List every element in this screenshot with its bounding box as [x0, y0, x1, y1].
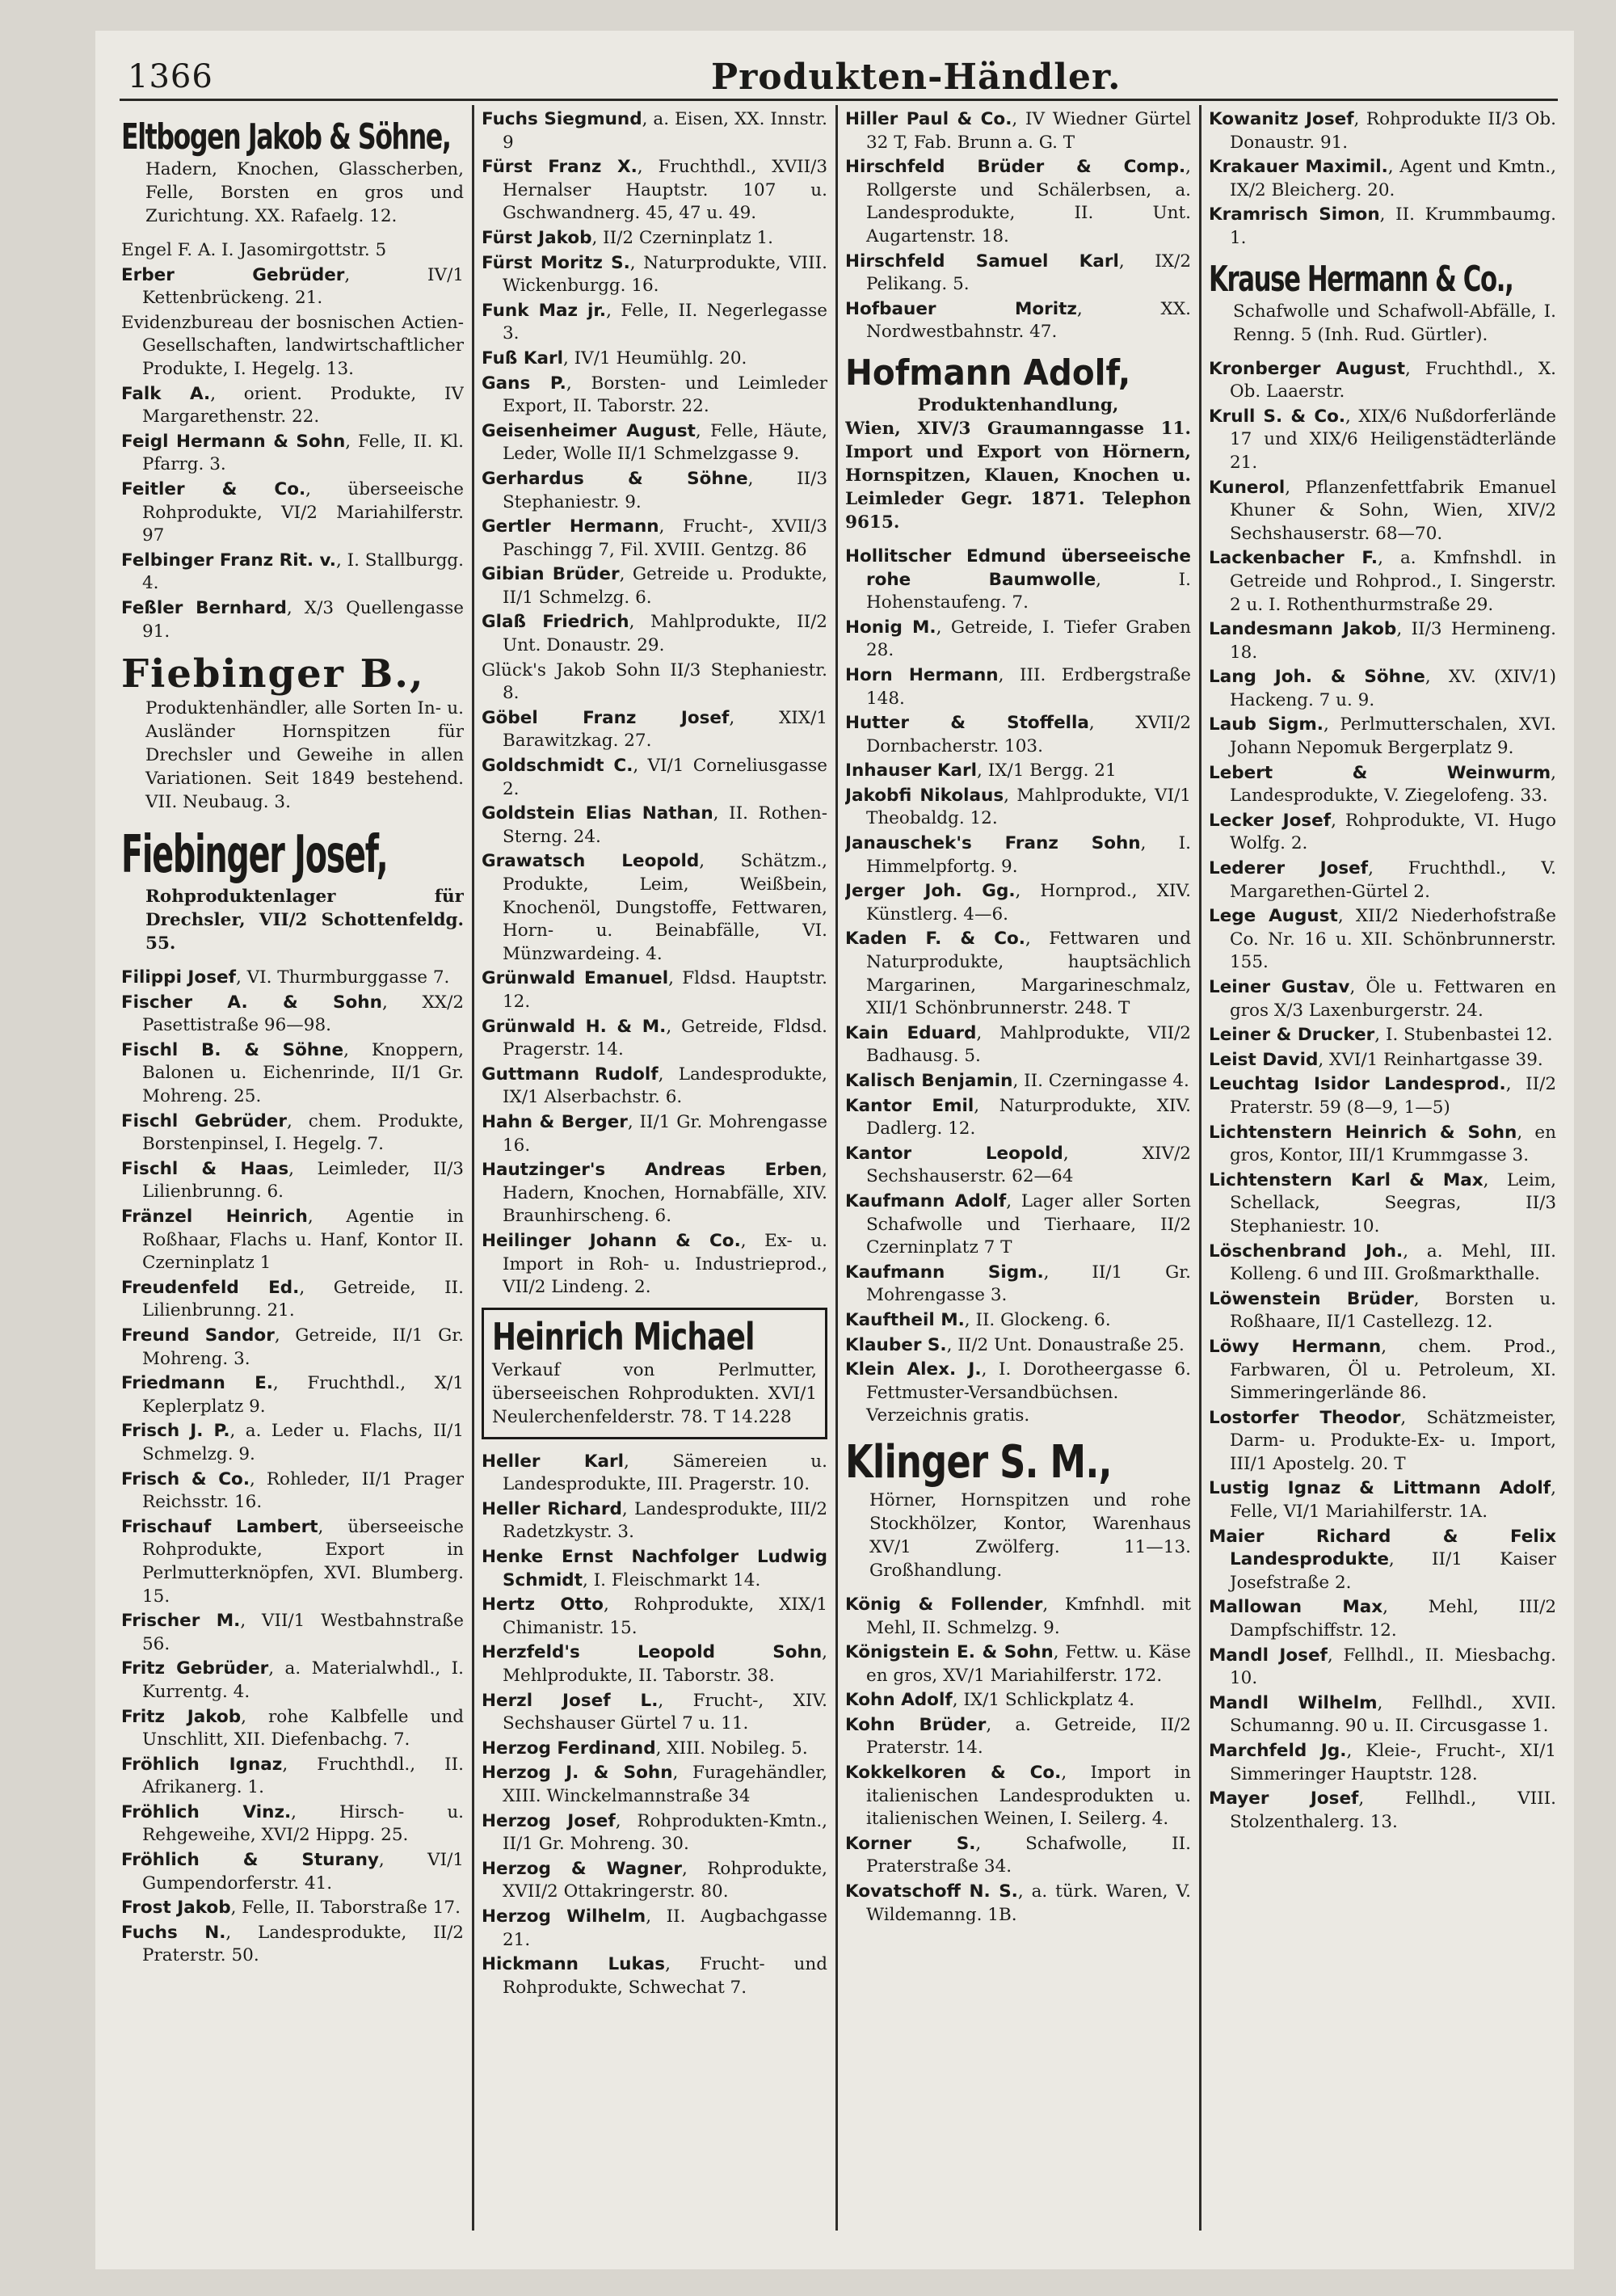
ad-fiebinger-b — [121, 651, 464, 814]
list-item: Fürst Jakob, II/2 Czerninplatz 1. — [482, 227, 774, 248]
list-item: Lebert & Weinwurm, Landesprodukte, V. Ziegelofeng. 33. — [1209, 762, 1556, 807]
list-item: Fröhlich & Sturany, VI/1 Gumpendorferstr. 41. — [121, 1850, 464, 1894]
list-item: Mandl Josef, Fellhdl., II. Miesbachg. 10. — [1209, 1645, 1556, 1689]
list-item: Falk A., orient. Produkte, IV Margarethenstr. 22. — [121, 383, 464, 428]
list-item: Mallowan Max, Mehl, III/2 Dampfschiffstr. 12. — [1209, 1597, 1556, 1641]
list-item: Lederer Josef, Fruchthdl., V. Margarethen-Gürtel 2. — [1209, 858, 1556, 902]
list-item: Maier Richard & Felix Landesprodukte, II/1 Kaiser Josefstraße 2. — [1209, 1526, 1556, 1593]
list-item: Guttmann Rudolf, Landesprodukte, IX/1 Alserbachstr. 6. — [482, 1064, 827, 1108]
list-item: Löwenstein Brüder, Borsten u. Roßhaare, II/1 Castellezg. 12. — [1209, 1288, 1556, 1333]
entry-list — [482, 1451, 827, 2000]
ad-name: Fiebinger Josef, — [121, 825, 388, 886]
ad-name: Hofmann Adolf, — [845, 352, 1131, 394]
list-item: Frisch J. P., a. Leder u. Flachs, II/1 Schmelzg. 9. — [121, 1421, 464, 1464]
list-item: Jakobfi Nikolaus, Mahlprodukte, VI/1 Theobaldg. 12. — [845, 785, 1191, 829]
entry-list — [482, 108, 827, 1300]
list-item: Gans P., Borsten- und Leimleder Export, II. Taborstr. 22. — [482, 373, 827, 417]
ad-name: Eltbogen Jakob & Söhne, — [121, 116, 451, 158]
list-item: Hofbauer Moritz, XX. Nordwestbahnstr. 47. — [845, 298, 1191, 343]
list-item: Felbinger Franz Rit. v., I. Stallburgg. 4. — [121, 550, 464, 594]
list-item: Kohn Brüder, a. Getreide, II/2 Praterstr. 14. — [845, 1714, 1191, 1759]
list-item: Hollitscher Edmund überseeische rohe Baumwolle, I. Hohenstaufeng. 7. — [845, 546, 1191, 613]
list-item: Hertz Otto, Rohprodukte, XIX/1 Chimanistr. 15. — [482, 1595, 827, 1638]
ad-fiebinger-j — [121, 825, 464, 955]
ad-body: Hörner, Hornspitzen und rohe Stockhölzer, Kontor, Warenhaus XV/1 Zwölferg. 11—13. Großhandlung. — [869, 1489, 1191, 1581]
list-item: Henke Ernst Nachfolger Ludwig Schmidt, I. Fleischmarkt 14. — [482, 1547, 827, 1590]
list-item: Leist David, XVI/1 Reinhartgasse 39. — [1209, 1049, 1543, 1070]
ad-body: Hadern, Knochen, Glasscherben, Felle, Borsten en gros und Zurichtung. XX. Rafaelg. 12. — [145, 159, 464, 226]
list-item: Grünwald H. & M., Getreide, Fldsd. Pragerstr. 14. — [482, 1016, 827, 1060]
list-item: Kantor Emil, Naturprodukte, XIV. Dadlerg. 12. — [845, 1095, 1191, 1140]
list-item: Fischl & Haas, Leimleder, II/3 Lilienbrunng. 6. — [121, 1158, 464, 1203]
list-item: Filippi Josef, VI. Thurmburggasse 7. — [121, 967, 450, 988]
list-item: Klauber S., II/2 Unt. Donaustraße 25. — [845, 1334, 1185, 1355]
list-item: Fritz Gebrüder, a. Materialwhdl., I. Kurrentg. 4. — [121, 1658, 464, 1702]
list-item: Geisenheimer August, Felle, Häute, Leder, Wolle II/1 Schmelzgasse 9. — [482, 420, 827, 465]
entry-list — [845, 546, 1191, 1428]
ad-body: Verkauf von Perlmutter, überseeischen Rohprodukten. XVI/1 Neulerchenfelderstr. 78. T 14.228 — [492, 1359, 817, 1427]
list-item: Inhauser Karl, IX/1 Bergg. 21 — [845, 760, 1117, 781]
list-item: Heller Karl, Sämereien u. Landesprodukte, III. Pragerstr. 10. — [482, 1451, 827, 1495]
list-item: Kunerol, Pflanzenfettfabrik Emanuel Khuner & Sohn, Wien, XIV/2 Sechshauserstr. 68—70. — [1209, 477, 1556, 544]
column-divider — [1199, 105, 1201, 2231]
list-item: Herzog Josef, Rohprodukten-Kmtn., II/1 Gr. Mohreng. 30. — [482, 1810, 827, 1855]
list-item: Löschenbrand Joh., a. Mehl, III. Kolleng. 6 und III. Großmarkthalle. — [1209, 1241, 1556, 1285]
list-item: Kaufmann Sigm., II/1 Gr. Mohrengasse 3. — [845, 1262, 1191, 1306]
list-item: Fischer A. & Sohn, XX/2 Pasettistraße 96—98. — [121, 992, 464, 1036]
list-item: Jerger Joh. Gg., Hornprod., XIV. Künstlerg. 4—6. — [845, 881, 1191, 925]
ad-eltbogen — [121, 116, 464, 228]
running-head: Produkten-Händler. — [711, 57, 1122, 98]
list-item: Fürst Franz X., Fruchthdl., XVII/3 Hernalser Hauptstr. 107 u. Gschwandnerg. 45, 47 u. 49. — [482, 157, 827, 224]
list-item: Hiller Paul & Co., IV Wiedner Gürtel 32 T, Fab. Brunn a. G. T — [845, 109, 1191, 153]
list-item: Lackenbacher F., a. Kmfnshdl. in Getreide und Rohprod., I. Singerstr. 2 u. I. Rothenthurmstraße 29. — [1209, 548, 1556, 615]
list-item: Krakauer Maximil., Agent und Kmtn., IX/2 Bleicherg. 20. — [1209, 157, 1556, 200]
entry-list — [845, 108, 1191, 344]
column-divider — [835, 105, 838, 2231]
list-item: König & Follender, Kmfnhdl. mit Mehl, II. Schmelzg. 9. — [845, 1594, 1191, 1638]
list-item: Frisch & Co., Rohleder, II/1 Prager Reichsstr. 16. — [121, 1468, 464, 1513]
list-item: Kokkelkoren & Co., Import in italienischen Landesprodukten u. italienischen Weinen, I. Seilerg. 4. — [845, 1763, 1191, 1830]
list-item: Lichtenstern Karl & Max, Leim, Schellack, Seegras, II/3 Stephaniestr. 10. — [1209, 1169, 1556, 1236]
list-item: Gerhardus & Söhne, II/3 Stephaniestr. 9. — [482, 468, 827, 512]
list-item: Janauschek's Franz Sohn, I. Himmelpfortg. 9. — [845, 833, 1191, 877]
list-item: Fröhlich Ignaz, Fruchthdl., II. Afrikanerg. 1. — [121, 1754, 464, 1798]
list-item: Lustig Ignaz & Littmann Adolf, Felle, VI/1 Mariahilferstr. 1A. — [1209, 1478, 1556, 1523]
list-item: Heilinger Johann & Co., Ex- u. Import in Roh- u. Industrieprod., VII/2 Lindeng. 2. — [482, 1230, 827, 1298]
list-item: Freudenfeld Ed., Getreide, II. Lilienbrunng. 21. — [121, 1277, 464, 1321]
list-item: Fuchs N., Landesprodukte, II/2 Praterstr. 50. — [121, 1922, 464, 1966]
list-item: Korner S., Schafwolle, II. Praterstraße 34. — [845, 1833, 1191, 1877]
list-item: Lichtenstern Heinrich & Sohn, en gros, Kontor, III/1 Krummgasse 3. — [1209, 1122, 1556, 1166]
list-item: Feigl Hermann & Sohn, Felle, II. Kl. Pfarrg. 3. — [121, 431, 464, 475]
list-item: Friedmann E., Fruchthdl., X/1 Keplerplatz 9. — [121, 1373, 464, 1417]
ad-name: Heinrich Michael — [492, 1314, 755, 1359]
list-item: Hutter & Stoffella, XVII/2 Dornbacherstr. 103. — [845, 713, 1191, 756]
list-item: Lostorfer Theodor, Schätzmeister, Darm- u. Produkte-Ex- u. Import, III/1 Apostelg. 20. T — [1209, 1407, 1556, 1474]
list-item: Gertler Hermann, Frucht-, XVII/3 Paschingg 7, Fil. XVIII. Gentzg. 86 — [482, 516, 827, 560]
list-item: Fritz Jakob, rohe Kalbfelle und Unschlitt, XII. Diefenbachg. 7. — [121, 1706, 464, 1750]
list-item: Goldstein Elias Nathan, II. Rothen-Sterng. 24. — [482, 803, 827, 847]
list-item: Mayer Josef, Fellhdl., VIII. Stolzenthalerg. 13. — [1209, 1788, 1556, 1832]
list-item: Herzog J. & Sohn, Furagehändler, XIII. Winckelmannstraße 34 — [482, 1763, 827, 1806]
list-item: Herzog Wilhelm, II. Augbachgasse 21. — [482, 1906, 827, 1950]
ad-name: Klinger S. M., — [845, 1435, 1112, 1489]
ad-name: Fiebinger B., — [121, 651, 425, 697]
list-item: Kauftheil M., II. Glockeng. 6. — [845, 1309, 1111, 1330]
list-item: Leiner & Drucker, I. Stubenbastei 12. — [1209, 1025, 1553, 1046]
list-item: Hickmann Lukas, Frucht- und Rohprodukte, Schwechat 7. — [482, 1954, 827, 1998]
list-item: Landesmann Jakob, II/3 Hermineng. 18. — [1209, 619, 1556, 663]
list-item: Fröhlich Vinz., Hirsch- u. Rehgeweihe, XVI/2 Hippg. 25. — [121, 1801, 464, 1846]
entry-list — [1209, 108, 1556, 251]
list-item: Fischl B. & Söhne, Knoppern, Balonen u. Eichenrinde, II/1 Gr. Mohreng. 25. — [121, 1039, 464, 1107]
list-item: Lege August, XII/2 Niederhofstraße Co. Nr. 16 u. XII. Schönbrunnerstr. 155. — [1209, 906, 1556, 973]
list-item: Hirschfeld Samuel Karl, IX/2 Pelikang. 5. — [845, 251, 1191, 295]
list-item: Hahn & Berger, II/1 Gr. Mohrengasse 16. — [482, 1111, 827, 1156]
list-item: Fuchs Siegmund, a. Eisen, XX. Innstr. 9 — [482, 109, 827, 153]
list-item: Freund Sandor, Getreide, II/1 Gr. Mohreng. 3. — [121, 1325, 464, 1369]
list-item: Heller Richard, Landesprodukte, III/2 Radetzkystr. 3. — [482, 1498, 827, 1543]
column-3 — [845, 108, 1191, 2226]
column-divider — [472, 105, 474, 2231]
list-item: Königstein E. & Sohn, Fettw. u. Käse en gros, XV/1 Mariahilferstr. 172. — [845, 1642, 1191, 1686]
ad-body: Wien, XIV/3 Graumanngasse 11. Import und Export von Hörnern, Hornspitzen, Klauen, Knochen u. Leimleder Gegr. 1871. Telephon 9615. — [845, 418, 1191, 533]
list-item: Fuß Karl, IV/1 Heumühlg. 20. — [482, 348, 747, 369]
header-rule — [120, 99, 1558, 101]
list-item: Göbel Franz Josef, XIX/1 Barawitzkag. 27. — [482, 707, 827, 752]
list-item: Kaden F. & Co., Fettwaren und Naturprodukte, hauptsächlich Margarinen, Margarineschmalz, XII/1 Schönbrunnerstr. 248. T — [845, 929, 1191, 1019]
entry-list — [1209, 358, 1556, 1835]
list-item: Herzl Josef L., Frucht-, XIV. Sechshauser Gürtel 7 u. 11. — [482, 1690, 827, 1734]
list-item: Grünwald Emanuel, Fldsd. Hauptstr. 12. — [482, 968, 827, 1012]
list-item: Hirschfeld Brüder & Comp., Rollgerste und Schälerbsen, a. Landesprodukte, II. Unt. Augartenstr. 18. — [845, 157, 1191, 246]
list-item: Glaß Friedrich, Mahlprodukte, II/2 Unt. Donaustr. 29. — [482, 612, 827, 656]
entry-list — [121, 239, 464, 643]
list-item: Feitler & Co., überseeische Rohprodukte, VI/2 Mariahilferstr. 97 — [121, 478, 464, 546]
list-item: Kalisch Benjamin, II. Czerningasse 4. — [845, 1071, 1189, 1091]
list-item: Kronberger August, Fruchthdl., X. Ob. Laaerstr. — [1209, 358, 1556, 402]
list-item: Fürst Moritz S., Naturprodukte, VIII. Wickenburgg. 16. — [482, 252, 827, 297]
entry-list — [845, 1594, 1191, 1927]
list-item: Fischl Gebrüder, chem. Produkte, Borstenpinsel, I. Hegelg. 7. — [121, 1110, 464, 1155]
list-item: Herzog & Wagner, Rohprodukte, XVII/2 Ottakringerstr. 80. — [482, 1858, 827, 1902]
list-item: Engel F. A. I. Jasomirgottstr. 5 — [121, 240, 387, 260]
ad-body: Schafwolle und Schafwoll-Abfälle, I. Renng. 5 (Inh. Rud. Gürtler). — [1233, 301, 1556, 345]
list-item: Feßler Bernhard, X/3 Quellengasse 91. — [121, 597, 464, 642]
list-item: Kantor Leopold, XIV/2 Sechshauserstr. 62—64 — [845, 1143, 1191, 1187]
ad-hofmann — [845, 352, 1191, 534]
list-item: Grawatsch Leopold, Schätzm., Produkte, Leim, Weißbein, Knochenöl, Dungstoffe, Fettwaren, Horn- u. Beinabfälle, VI. Münzwardeing. 4. — [482, 851, 827, 964]
list-item: Kowanitz Josef, Rohprodukte II/3 Ob. Donaustr. 91. — [1209, 109, 1556, 153]
list-item: Kramrisch Simon, II. Krummbaumg. 1. — [1209, 204, 1556, 248]
entry-list — [121, 967, 464, 1968]
list-item: Goldschmidt C., VI/1 Corneliusgasse 2. — [482, 756, 827, 799]
list-item: Leuchtag Isidor Landesprod., II/2 Praterstr. 59 (8—9, 1—5) — [1209, 1074, 1556, 1118]
list-item: Kohn Adolf, IX/1 Schlickplatz 4. — [845, 1690, 1135, 1711]
list-item: Honig M., Getreide, I. Tiefer Graben 28. — [845, 617, 1191, 661]
ad-name: Krause Hermann & Co., — [1209, 258, 1513, 300]
column-2 — [482, 108, 827, 2226]
list-item: Funk Maz jr., Felle, II. Negerlegasse 3. — [482, 300, 827, 344]
list-item: Horn Hermann, III. Erdbergstraße 148. — [845, 664, 1191, 709]
ad-body: Produktenhändler, alle Sorten In- u. Ausländer Hornspitzen für Drechsler und Geweihe in allen Variationen. Seit 1849 bestehend. VII. Neubaug. 3. — [145, 698, 464, 813]
ad-krause — [1209, 259, 1556, 347]
list-item: Fränzel Heinrich, Agentie in Roßhaar, Flachs u. Hanf, Kontor II. Czerninplatz 1 — [121, 1207, 464, 1274]
list-item: Evidenzbureau der bosnischen Actien-Gesellschaften, landwirtschaftlicher Produkte, I. Hegelg. 13. — [121, 312, 464, 379]
list-item: Erber Gebrüder, IV/1 Kettenbrückeng. 21. — [121, 264, 464, 309]
list-item: Lecker Josef, Rohprodukte, VI. Hugo Wolfg. 2. — [1209, 810, 1556, 854]
list-item: Klein Alex. J., I. Dorotheergasse 6. Fettmuster-Versandbüchsen. Verzeichnis gratis. — [845, 1359, 1191, 1426]
list-item: Löwy Hermann, chem. Prod., Farbwaren, Öl u. Petroleum, XI. Simmeringerlände 86. — [1209, 1336, 1556, 1404]
list-item: Marchfeld Jg., Kleie-, Frucht-, XI/1 Simmeringer Hauptstr. 128. — [1209, 1741, 1556, 1784]
list-item: Herzfeld's Leopold Sohn, Mehlprodukte, II. Taborstr. 38. — [482, 1642, 827, 1687]
list-item: Lang Joh. & Söhne, XV. (XIV/1) Hackeng. 7 u. 9. — [1209, 667, 1556, 710]
list-item: Frost Jakob, Felle, II. Taborstraße 17. — [121, 1898, 461, 1919]
page-number: 1366 — [128, 58, 213, 95]
list-item: Gibian Brüder, Getreide u. Produkte, II/1 Schmelzg. 6. — [482, 564, 827, 608]
column-1 — [121, 108, 464, 2226]
list-item: Kaufmann Adolf, Lager aller Sorten Schafwolle und Tierhaare, II/2 Czerninplatz 7 T — [845, 1190, 1191, 1258]
list-item: Leiner Gustav, Öle u. Fettwaren en gros X/3 Laxenburgerstr. 24. — [1209, 977, 1556, 1021]
list-item: Glück's Jakob Sohn II/3 Stephaniestr. 8. — [482, 659, 827, 704]
list-item: Hautzinger's Andreas Erben, Hadern, Knochen, Hornabfälle, XIV. Braunhirscheng. 6. — [482, 1160, 827, 1227]
list-item: Frischer M., VII/1 Westbahnstraße 56. — [121, 1611, 464, 1654]
list-item: Krull S. & Co., XIX/6 Nußdorferlände 17 und XIX/6 Heiligenstädterlände 21. — [1209, 406, 1556, 473]
list-item: Laub Sigm., Perlmutterschalen, XVI. Johann Nepomuk Bergerplatz 9. — [1209, 714, 1556, 759]
list-item: Kain Eduard, Mahlprodukte, VII/2 Badhausg. 5. — [845, 1022, 1191, 1067]
list-item: Frischauf Lambert, überseeische Rohprodukte, Export in Perlmutterknöpfen, XVI. Blumberg. 15. — [121, 1516, 464, 1607]
list-item: Kovatschoff N. S., a. türk. Waren, V. Wildemanng. 1B. — [845, 1881, 1191, 1925]
ad-heinrich — [482, 1308, 827, 1439]
list-item: Herzog Ferdinand, XIII. Nobileg. 5. — [482, 1738, 808, 1759]
ad-klinger — [845, 1436, 1191, 1582]
list-item: Mandl Wilhelm, Fellhdl., XVII. Schumanng. 90 u. II. Circusgasse 1. — [1209, 1692, 1556, 1737]
column-4 — [1209, 108, 1556, 2226]
ad-subtitle: Produktenhandlung, — [917, 394, 1119, 415]
ad-body: Rohproduktenlager für Drechsler, VII/2 Schottenfeldg. 55. — [145, 887, 464, 954]
